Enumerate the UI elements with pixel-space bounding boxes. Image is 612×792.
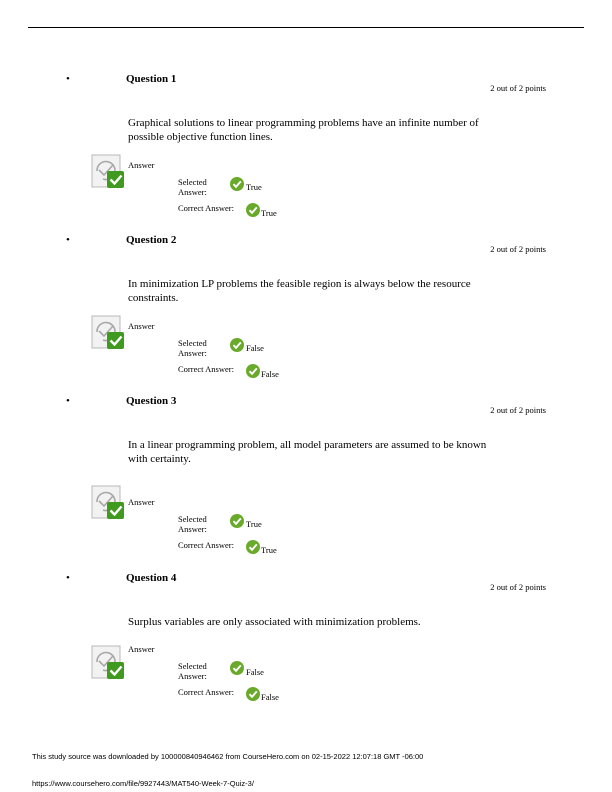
selected-answer-value: True bbox=[246, 519, 262, 529]
answer-label: Answer bbox=[128, 497, 155, 507]
question-title: Question 1 bbox=[126, 73, 177, 85]
selected-answer-value: False bbox=[246, 667, 264, 677]
correct-answer-label: Correct Answer: bbox=[178, 203, 234, 213]
question-text: In a linear programming problem, all model parameters are assumed to be known with certainty. bbox=[128, 439, 487, 465]
correct-answer-value: False bbox=[261, 692, 279, 702]
bullet: • bbox=[66, 395, 70, 407]
selected-answer-label: Selected Answer: bbox=[178, 661, 207, 681]
download-notice: This study source was downloaded by 100000840946462 from CourseHero.com on 02-15-2022 12:07:18 GMT -06:00 bbox=[32, 752, 424, 761]
selected-check-icon bbox=[230, 514, 244, 528]
answer-correct-icon bbox=[90, 314, 128, 352]
question-title: Question 4 bbox=[126, 572, 177, 584]
selected-check-icon bbox=[230, 661, 244, 675]
correct-check-icon bbox=[246, 203, 260, 217]
question-points: 2 out of 2 points bbox=[490, 405, 546, 415]
correct-answer-label: Correct Answer: bbox=[178, 687, 234, 697]
answer-label: Answer bbox=[128, 160, 155, 170]
correct-check-icon bbox=[246, 364, 260, 378]
correct-answer-value: True bbox=[261, 208, 277, 218]
selected-answer-label: Selected Answer: bbox=[178, 177, 207, 197]
bullet: • bbox=[66, 572, 70, 584]
selected-answer-label: Selected Answer: bbox=[178, 514, 207, 534]
answer-correct-icon bbox=[90, 153, 128, 191]
correct-answer-label: Correct Answer: bbox=[178, 540, 234, 550]
answer-correct-icon bbox=[90, 644, 128, 682]
selected-check-icon bbox=[230, 338, 244, 352]
question-title: Question 3 bbox=[126, 395, 177, 407]
correct-answer-value: False bbox=[261, 369, 279, 379]
top-rule bbox=[28, 27, 584, 28]
answer-label: Answer bbox=[128, 321, 155, 331]
question-points: 2 out of 2 points bbox=[490, 83, 546, 93]
correct-answer-label: Correct Answer: bbox=[178, 364, 234, 374]
question-title: Question 2 bbox=[126, 234, 177, 246]
selected-answer-label: Selected Answer: bbox=[178, 338, 207, 358]
question-points: 2 out of 2 points bbox=[490, 582, 546, 592]
bullet: • bbox=[66, 73, 70, 85]
selected-answer-value: False bbox=[246, 343, 264, 353]
bullet: • bbox=[66, 234, 70, 246]
question-text: In minimization LP problems the feasible region is always below the resource constraints. bbox=[128, 278, 471, 304]
correct-answer-value: True bbox=[261, 545, 277, 555]
source-url[interactable]: https://www.coursehero.com/file/9927443/MAT540-Week-7-Quiz-3/ bbox=[32, 779, 254, 788]
correct-check-icon bbox=[246, 687, 260, 701]
answer-correct-icon bbox=[90, 484, 128, 522]
answer-label: Answer bbox=[128, 644, 155, 654]
question-points: 2 out of 2 points bbox=[490, 244, 546, 254]
question-text: Graphical solutions to linear programming problems have an infinite number of possible objective function lines. bbox=[128, 117, 479, 143]
selected-check-icon bbox=[230, 177, 244, 191]
selected-answer-value: True bbox=[246, 182, 262, 192]
correct-check-icon bbox=[246, 540, 260, 554]
question-text: Surplus variables are only associated with minimization problems. bbox=[128, 616, 421, 628]
